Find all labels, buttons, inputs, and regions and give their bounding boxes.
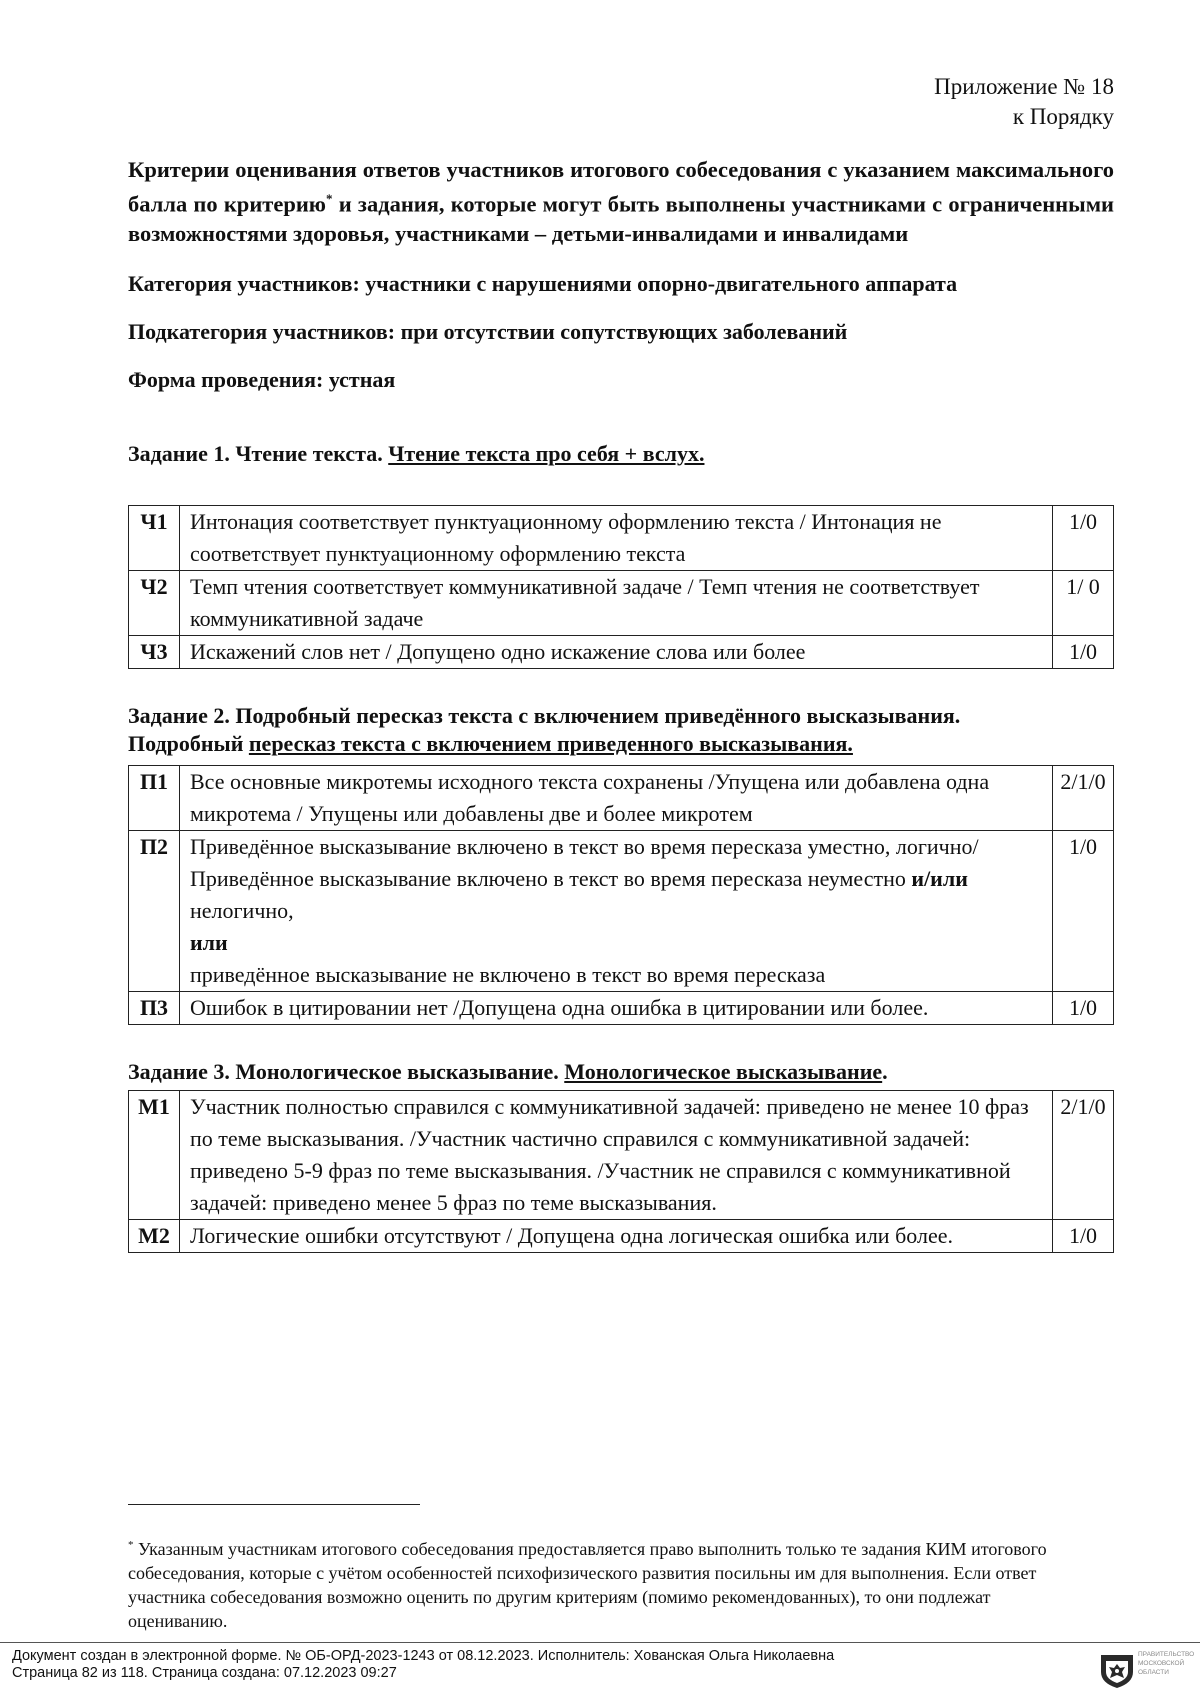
conduct-form: Форма проведения: устная [128,367,396,392]
criterion-description: Логические ошибки отсутствуют / Допущена одна логическая ошибка или более. [180,1220,1053,1253]
table-row [129,831,1114,992]
criterion-code: Ч3 [129,636,180,669]
criterion-description: Ошибок в цитировании нет /Допущена одна ошибка в цитировании или более. [180,992,1053,1025]
table-row [129,1220,1114,1253]
task3-criteria-table [128,1090,1114,1253]
task2-criteria-table [128,765,1114,1025]
document-title: Критерии оценивания ответов участников итогового собеседования с указанием максимального балла по критерию* и задания, которые могут быть выполнены участниками с ограниченными возможностями здоровья, участниками – детьми-инвалидами и инвалидами [128,157,1114,246]
criterion-score: 1/0 [1053,506,1114,571]
criterion-score: 1/ 0 [1053,571,1114,636]
document-registration-info: Документ создан в электронной форме. № ОБ-ОРД-2023-1243 от 08.12.2023. Исполнитель: Хованская Ольга Николаевна [12,1648,835,1664]
footnote-marker: * [326,191,333,206]
criterion-score: 2/1/0 [1053,766,1114,831]
criterion-code: П2 [129,831,180,992]
table-row [129,766,1114,831]
government-mark: ПРАВИТЕЛЬСТВО МОСКОВСКОЙ ОБЛАСТИ [1138,1651,1195,1676]
footnote: * Указанным участникам итогового собеседования предоставляется право выполнить только те задания КИМ итогового собеседования, которые с учётом особенностей психофизического развития посильны им для выполнения. Если ответ участника собеседования возможно оценить по другим критериям (помимо рекомендованных), то они подлежат оцениванию. [128,1539,1047,1631]
criterion-description: Все основные микротемы исходного текста сохранены /Упущена или добавлена одна микротема / Упущены или добавлены две и более микротем [180,766,1053,831]
task1-heading: Задание 1. Чтение текста. Чтение текста про себя + вслух. [128,441,705,466]
criterion-code: П1 [129,766,180,831]
criterion-score: 1/0 [1053,831,1114,992]
criterion-score: 2/1/0 [1053,1091,1114,1220]
table-row [129,506,1114,571]
criterion-score: 1/0 [1053,636,1114,669]
criterion-description: Приведённое высказывание включено в текст во время пересказа уместно, логично/ Приведённое высказывание включено в текст во время пересказа неуместно и/или нелогично, или приведённое высказывание не включено в текст во время пересказа [180,831,1053,992]
criterion-score: 1/0 [1053,1220,1114,1253]
criterion-code: П3 [129,992,180,1025]
footer-separator [0,1642,1200,1643]
table-row [129,636,1114,669]
criterion-description: Темп чтения соответствует коммуникативной задаче / Темп чтения не соответствует коммуникативной задаче [180,571,1053,636]
criterion-description: Участник полностью справился с коммуникативной задачей: приведено не менее 10 фраз по теме высказывания. /Участник частично справился с коммуникативной задачей: приведено 5-9 фраз по теме высказывания. /Участник не справился с коммуникативной задачей: приведено менее 5 фраз по теме высказывания. [180,1091,1053,1220]
footnote-separator [128,1504,420,1505]
participant-subcategory: Подкатегория участников: при отсутствии сопутствующих заболеваний [128,319,848,344]
task3-heading: Задание 3. Монологическое высказывание. Монологическое высказывание. [128,1059,888,1084]
appendix-number: Приложение № 18 [934,74,1114,99]
table-row [129,1091,1114,1220]
table-row [129,992,1114,1025]
coat-of-arms-icon [1098,1652,1136,1690]
appendix-header [934,72,1114,132]
system-footer [12,1648,834,1682]
criterion-description: Интонация соответствует пунктуационному оформлению текста / Интонация не соответствует пунктуационному оформлению текста [180,506,1053,571]
task1-criteria-table [128,505,1114,669]
participant-category: Категория участников: участники с нарушениями опорно-двигательного аппарата [128,271,958,296]
criterion-code: М2 [129,1220,180,1253]
criterion-score: 1/0 [1053,992,1114,1025]
criterion-code: М1 [129,1091,180,1220]
table-row [129,571,1114,636]
criterion-code: Ч2 [129,571,180,636]
appendix-reference: к Порядку [1012,104,1114,129]
criterion-description: Искажений слов нет / Допущено одно искажение слова или более [180,636,1053,669]
criterion-code: Ч1 [129,506,180,571]
task2-heading: Задание 2. Подробный пересказ текста с включением приведённого высказывания. Подробный пересказ текста с включением приведенного высказывания. [128,703,961,756]
page-info: Страница 82 из 118. Страница создана: 07.12.2023 09:27 [12,1665,397,1681]
